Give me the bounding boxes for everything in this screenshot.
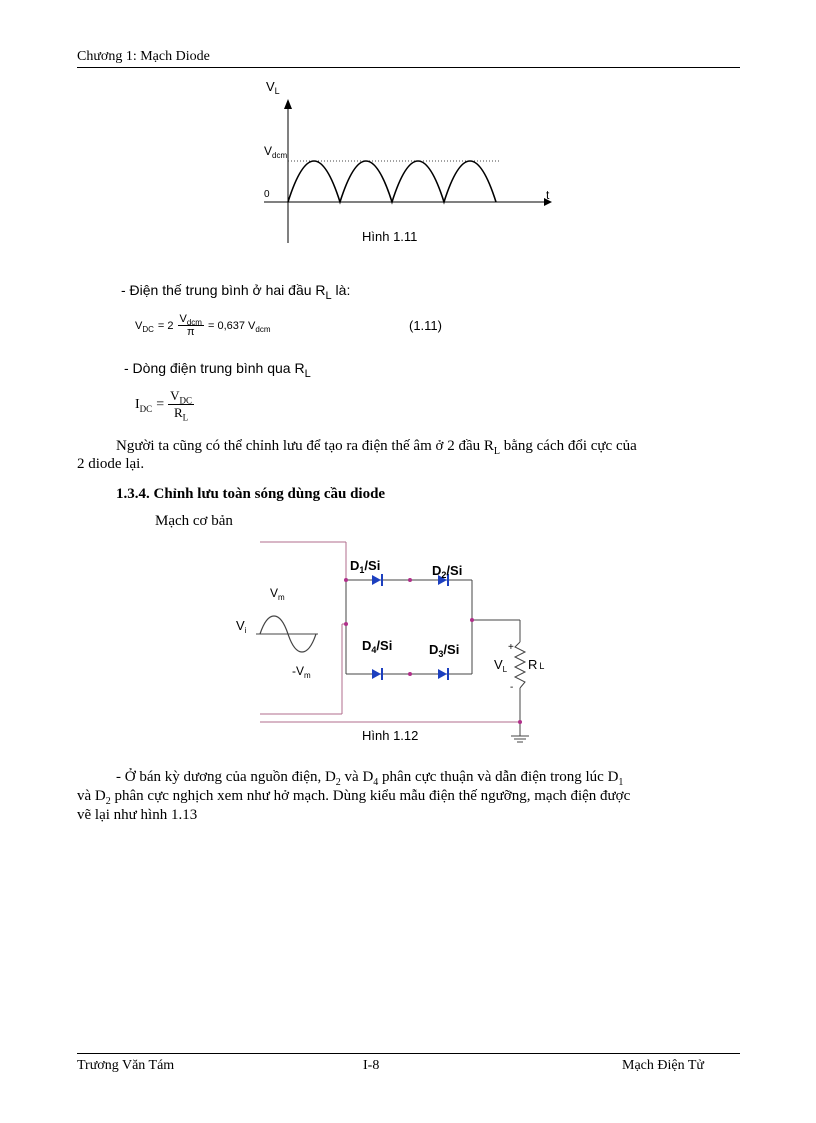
y-axis-label: $V_L$ [266, 79, 280, 96]
neg-vm-label: $-V_m$ [292, 664, 311, 680]
junction-dot [408, 578, 412, 582]
rl-label: R L [528, 657, 545, 672]
paragraph-positive-halfcycle-line2: và $D_2$ phân cực nghịch xem như hở mạch. Dùng kiểu mẫu điện thế ngưỡng, mạch điện được [77, 788, 631, 807]
junction-dot [344, 622, 348, 626]
d1-label: $D_1/Si$ [350, 558, 381, 575]
d4-label: $D_4/Si$ [362, 638, 393, 655]
avg-voltage-line: - Điện thế trung bình ở hai đầu $R_L$ là: [121, 282, 351, 302]
junction-dot [470, 618, 474, 622]
paragraph-negative-rectifier-line1: Người ta cũng có thể chỉnh lưu để tạo ra điện thế âm ở 2 đầu $R_L$ bằng cách đổi cực của [116, 438, 637, 457]
footer-page-number: I-8 [363, 1058, 380, 1073]
figure-1-11-waveform [250, 75, 570, 255]
paragraph-positive-halfcycle-line1: - Ở bán kỳ dương của nguồn điện, $D_2$ và $D_4$ phân cực thuận và dẫn điện trong lúc $D_1$ [116, 769, 624, 788]
footer-rule [77, 1053, 740, 1054]
figure-caption-1-12: Hình 1.12 [362, 728, 419, 743]
vi-label: $V_i$ [236, 618, 247, 635]
section-subtitle: Mạch cơ bản [155, 513, 233, 529]
junction-dot [518, 720, 522, 724]
rectified-wave [288, 161, 496, 202]
zero-label: 0 [264, 189, 270, 200]
equation-number: (1.11) [409, 318, 442, 333]
diode-d4 [372, 668, 382, 680]
diode-d3 [438, 668, 448, 680]
d2-label: $D_2/Si$ [432, 563, 463, 580]
diode-d1 [372, 574, 382, 586]
paragraph-positive-halfcycle-line3: vẽ lại như hình 1.13 [77, 807, 198, 823]
plus-sign: + [508, 642, 514, 653]
equation-idc: $I_{DC}$ = $\frac{V_{DC}}{R_L}$ [135, 388, 192, 423]
minus-sign: - [510, 682, 514, 693]
ground-symbol [511, 732, 529, 742]
vm-label: $V_m$ [270, 586, 285, 602]
header-rule [77, 67, 740, 68]
chapter-header: Chương 1: Mạch Diode [77, 49, 210, 64]
paragraph-negative-rectifier-line2: 2 diode lại. [77, 456, 145, 472]
footer-book-title: Mạch Điện Tử [622, 1058, 704, 1073]
t-axis-label: t [546, 188, 550, 202]
peak-label: $V_{dcm}$ [264, 144, 288, 160]
figure-1-12-bridge [230, 538, 550, 750]
d3-label: $D_3/Si$ [429, 642, 460, 659]
avg-current-line: - Dòng điện trung bình qua $R_L$ [124, 360, 311, 380]
footer-author: Trương Văn Tám [77, 1058, 175, 1073]
vl-label: $V_L$ [494, 657, 508, 674]
junction-dot [344, 578, 348, 582]
load-resistor [515, 642, 525, 688]
y-axis-arrow [284, 99, 292, 109]
section-title: 1.3.4. Chỉnh lưu toàn sóng dùng cầu diode [116, 486, 386, 502]
equation-1-11: $V_{DC}$ = 2 $\frac{V_{dcm}}{\pi}$ = 0,637 $V_{dcm}$ [135, 313, 271, 338]
junction-dot [408, 672, 412, 676]
figure-caption-1-11: Hình 1.11 [362, 229, 418, 244]
